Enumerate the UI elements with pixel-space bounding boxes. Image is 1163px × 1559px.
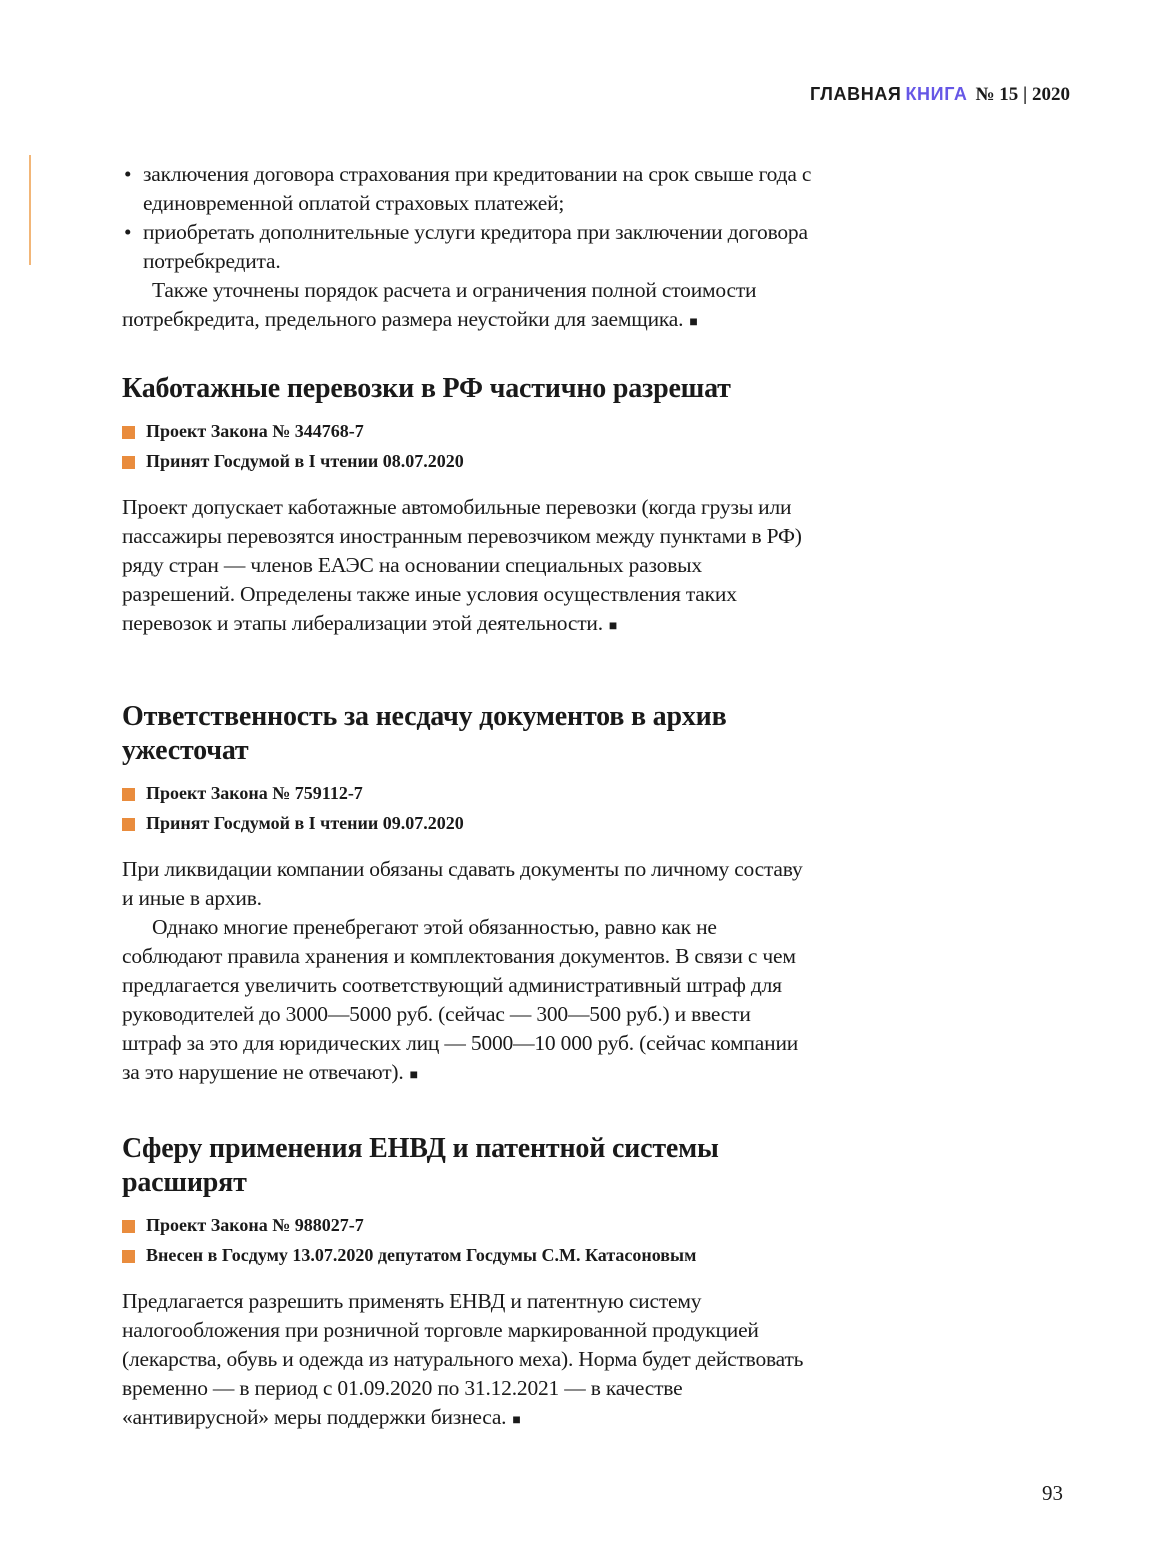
meta-row xyxy=(122,422,812,441)
paragraph-text: Также уточнены порядок расчета и ограничения полной стоимости потребкредита, предельного размера неустойки для заемщика. xyxy=(122,278,757,331)
meta-row xyxy=(122,452,812,471)
law-status: Принят Госдумой в I чтении 08.07.2020 xyxy=(146,451,464,471)
square-bullet-icon xyxy=(122,818,135,831)
meta-row xyxy=(122,1246,812,1265)
page-header xyxy=(810,84,1070,106)
journal-brand-black: ГЛАВНАЯ xyxy=(809,84,902,104)
square-bullet-icon xyxy=(122,1220,135,1233)
paragraph: При ликвидации компании обязаны сдавать документы по личному составу и иные в архив. xyxy=(122,857,803,910)
paragraph xyxy=(122,493,812,641)
meta-row xyxy=(122,814,812,833)
law-project-number: Проект Закона № 988027-7 xyxy=(146,1215,364,1235)
law-status: Принят Госдумой в I чтении 09.07.2020 xyxy=(146,813,464,833)
article xyxy=(122,1132,812,1435)
article-body xyxy=(122,1287,812,1435)
bullet-icon: • xyxy=(124,220,132,244)
paragraph-text: Однако многие пренебрегают этой обязанностью, равно как не соблюдают правила хранения и комплектования документов. В связи с чем предлагается увеличить соответствующий административный штраф для руководителей до 3000—5000 руб. (сейчас — 300—500 руб.) и ввести штраф за это для юридических лиц — 5000—10 000 руб. (сейчас компании за это нарушение не отвечают). xyxy=(122,915,799,1084)
law-project-number: Проект Закона № 344768-7 xyxy=(146,421,364,441)
list-item xyxy=(122,160,812,218)
square-bullet-icon xyxy=(122,426,135,439)
square-bullet-icon xyxy=(122,456,135,469)
list-item xyxy=(122,218,812,276)
law-project-number: Проект Закона № 759112-7 xyxy=(146,783,363,803)
margin-rule xyxy=(29,155,31,265)
article-title: Каботажные перевозки в РФ частично разрешат xyxy=(122,373,731,404)
page-number: 93 xyxy=(1042,1481,1063,1505)
meta-row xyxy=(122,784,812,803)
article-body xyxy=(122,493,812,641)
meta-row xyxy=(122,1216,812,1235)
list-item-text: заключения договора страхования при кредитовании на срок свыше года с единовременной оплатой страховых платежей; xyxy=(143,162,812,215)
article xyxy=(122,372,812,641)
end-of-article-mark: ■ xyxy=(689,315,698,330)
end-of-article-mark: ■ xyxy=(608,619,618,634)
article-title: Сферу применения ЕНВД и патентной системы расширят xyxy=(122,1133,719,1198)
paragraph xyxy=(122,1287,812,1435)
article-title: Ответственность за несдачу документов в архив ужесточат xyxy=(122,701,727,766)
end-of-article-mark: ■ xyxy=(409,1068,418,1083)
square-bullet-icon xyxy=(122,1250,135,1263)
intro-article-tail xyxy=(122,160,812,337)
article xyxy=(122,700,812,1090)
square-bullet-icon xyxy=(122,788,135,801)
paragraph xyxy=(122,913,812,1090)
journal-brand-accent: КНИГА xyxy=(905,84,968,104)
end-of-article-mark: ■ xyxy=(512,1413,521,1428)
paragraph-text: Проект допускает каботажные автомобильные перевозки (когда грузы или пассажиры перевозятся иностранным перевозчиком между пунктами в РФ) ряду стран — членов ЕАЭС на основании специальных разовых разрешений. Определены также иные условия осуществления таких перевозок и этапы либерализации этой деятельности. xyxy=(122,495,802,635)
law-status: Внесен в Госдуму 13.07.2020 депутатом Госдумы С.М. Катасоновым xyxy=(146,1245,697,1265)
bullet-icon: • xyxy=(124,162,132,186)
article-body xyxy=(122,855,812,1090)
paragraph-text: Предлагается разрешить применять ЕНВД и патентную систему налогообложения при розничной торговле маркированной продукцией (лекарства, обувь и одежда из натурального меха). Норма будет действовать временно — в период с 01.09.2020 по 31.12.2021 — в качестве «антивирусной» меры поддержки бизнеса. xyxy=(122,1289,804,1429)
journal-issue: № 15 | 2020 xyxy=(975,84,1070,105)
list-item-text: приобретать дополнительные услуги кредитора при заключении договора потребкредита. xyxy=(143,220,808,273)
paragraph xyxy=(122,276,812,337)
